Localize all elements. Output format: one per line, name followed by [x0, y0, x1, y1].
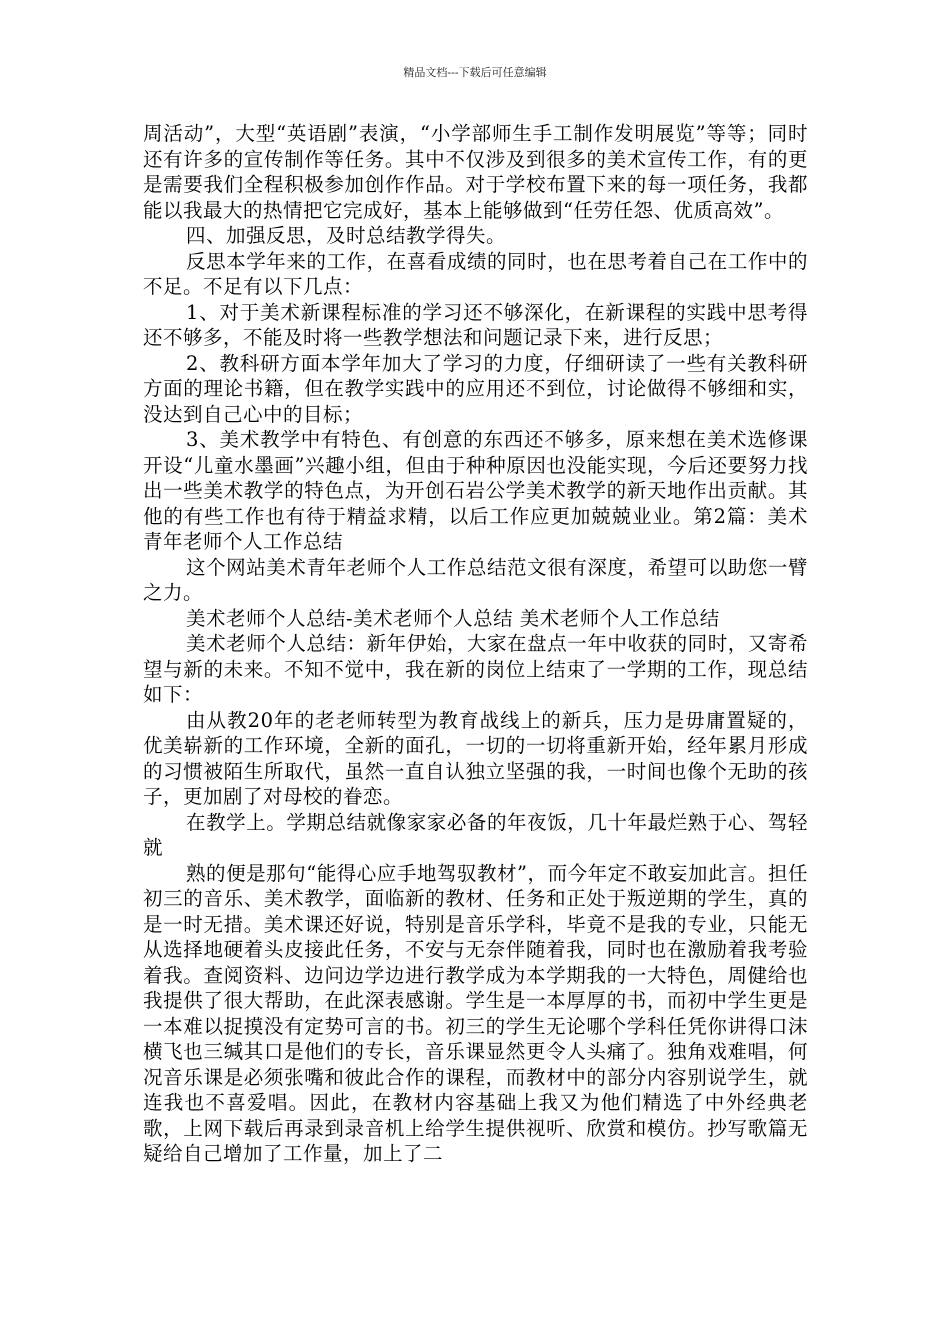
- paragraph-4: 1、对于美术新课程标准的学习还不够深化，在新课程的实践中思考得还不够多，不能及时将一些教学想法和问题记录下来，进行反思；: [143, 300, 808, 349]
- paragraph-11: 在教学上。学期总结就像家家必备的年夜饭，几十年最烂熟于心、驾轻就: [143, 810, 808, 859]
- paragraph-9: 美术老师个人总结：新年伊始，大家在盘点一年中收获的同时，又寄希望与新的未来。不知不觉中，我在新的岗位上结束了一学期的工作，现总结如下：: [143, 632, 808, 706]
- paragraph-6: 3、美术教学中有特色、有创意的东西还不够多，原来想在美术选修课开设“儿童水墨画”兴趣小组，但由于种种原因也没能实现，今后还要努力找出一些美术教学的特色点，为开创石岩公学美术教学的新天地作出贡献。其他的有些工作也有待于精益求精，以后工作应更加兢兢业业。第2篇：美术青年老师个人工作总结: [143, 428, 808, 553]
- paragraph-1: 周活动”，大型“英语剧”表演，“小学部师生手工制作发明展览”等等；同时还有许多的宣传制作等任务。其中不仅涉及到很多的美术宣传工作，有的更是需要我们全程积极参加创作作品。对于学校布置下来的每一项任务，我都能以我最大的热情把它完成好，基本上能够做到“任劳任怨、优质高效”。: [143, 122, 808, 222]
- page-header: 精品文档---下载后可任意编辑: [403, 66, 547, 79]
- document-body: [143, 121, 808, 1167]
- paragraph-12: 熟的便是那句“能得心应手地驾驭教材”，而今年定不敢妄加此言。担任初三的音乐、美术教学，面临新的教材、任务和正处于叛逆期的学生，真的是一时无措。美术课还好说，特别是音乐学科，毕竟不是我的专业，只能无从选择地硬着头皮接此任务，不安与无奈伴随着我，同时也在激励着我考验着我。查阅资料、边问边学边进行教学成为本学期我的一大特色，周健给也我提供了很大帮助，在此深表感谢。学生是一本厚厚的书，而初中学生更是一本难以捉摸没有定势可言的书。初三的学生无论哪个学科任凭你讲得口沫横飞也三缄其口是他们的专长，音乐课显然更令人头痛了。独角戏难唱，何况音乐课是必须张嘴和彼此合作的课程，而教材中的部分内容别说学生，就连我也不喜爱唱。因此，在教材内容基础上我又为他们精选了中外经典老歌，上网下载后再录到录音机上给学生提供视听、欣赏和模仿。抄写歌篇无疑给自己增加了工作量，加上了二: [143, 861, 808, 1165]
- paragraph-5: 2、教科研方面本学年加大了学习的力度，仔细研读了一些有关教科研方面的理论书籍，但在教学实践中的应用还不到位，讨论做得不够细和实，没达到自己心中的目标；: [143, 351, 808, 426]
- paragraph-3: 反思本学年来的工作，在喜看成绩的同时，也在思考着自己在工作中的不足。不足有以下几点：: [143, 249, 808, 298]
- paragraph-7: 这个网站美术青年老师个人工作总结范文很有深度，希望可以助您一臂之力。: [143, 555, 808, 604]
- paragraph-10: 由从教20年的老老师转型为教育战线上的新兵，压力是毋庸置疑的，优美崭新的工作环境，全新的面孔，一切的一切将重新开始，经年累月形成的习惯被陌生所取代，虽然一直自认独立坚强的我，一时间也像个无助的孩子，更加剧了对母校的眷恋。: [143, 708, 808, 808]
- paragraph-8: 美术老师个人总结-美术老师个人总结 美术老师个人工作总结: [186, 606, 720, 630]
- paragraph-2: 四、加强反思，及时总结教学得失。: [186, 224, 507, 247]
